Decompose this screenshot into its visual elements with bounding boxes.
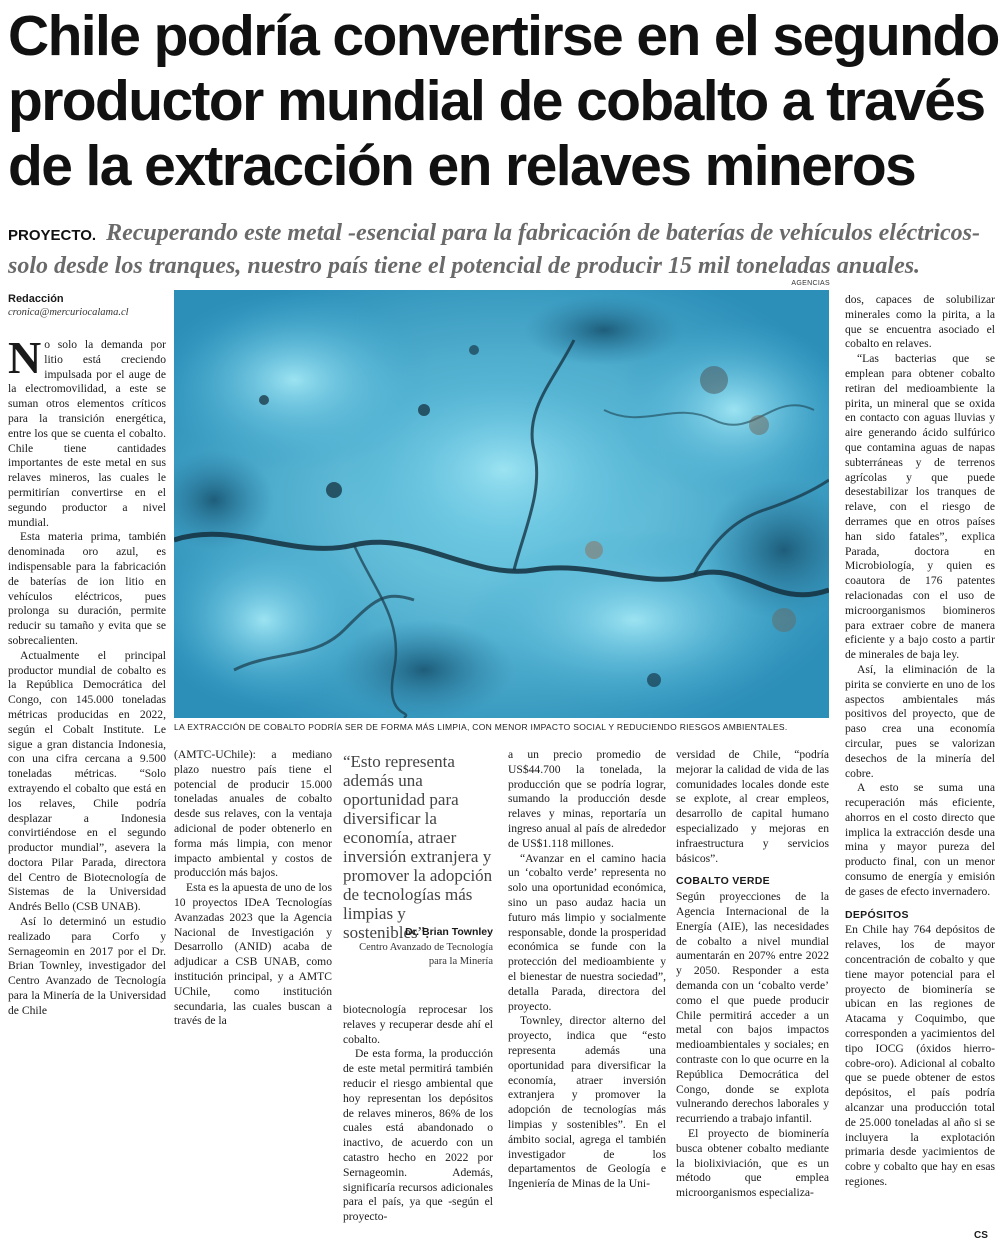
byline-author: Redacción bbox=[8, 293, 64, 305]
column-5-paragraph-2: Según proyecciones de la Agencia Internacional de la Energía (AIE), las necesidades de cobalto a nivel mundial aumentarán en 207% entre 2022 y 2050. Responder a esta demanda con un ‘cobalto verde’ como el que puede producir Chile permitirá acceder a un metal con bajos impactos medioambientales y sociales; en contraste con lo que ocurre en la República Democrática del Congo, donde se explota vulnerando derechos laborales y recurriendo a trabajo infantil. bbox=[676, 890, 829, 1126]
headline-line-1: Chile podría convertirse en el segundo bbox=[8, 4, 999, 68]
pull-quote-author: Dr. Brian Townley bbox=[405, 926, 493, 938]
column-3-paragraph-1: biotecnología reprocesar los relaves y recuperar desde ahí el cobalto. bbox=[343, 1003, 493, 1046]
photo-credit: AGENCIAS bbox=[791, 280, 830, 287]
column-6-paragraph-3: Así, la eliminación de la pirita se convierte en uno de los aspectos ambientales más positivos del proyecto, que de paso crea una economía circular, pues se valorizan desechos de la minería del cobre. bbox=[845, 662, 995, 780]
article-column-4 bbox=[508, 748, 666, 1192]
photo-caption: LA EXTRACCIÓN DE COBALTO PODRÍA SER DE FORMA MÁS LIMPIA, CON MENOR IMPACTO SOCIAL Y REDUCIENDO RIESGOS AMBIENTALES. bbox=[174, 722, 788, 732]
article-column-1 bbox=[8, 332, 166, 1019]
headline bbox=[8, 4, 999, 199]
lead-paragraph bbox=[8, 218, 994, 282]
column-5-paragraph-3: El proyecto de biominería busca obtener cobalto mediante la biolixiviación, que es un método que emplea microorganismos especializa- bbox=[676, 1126, 829, 1200]
column-4-paragraph-2: “Avanzar en el camino hacia un ‘cobalto verde’ representa no solo una oportunidad económica, sino un paso audaz hacia un futuro más limpio y socialmente responsable, donde la prosperidad económica se funde con la protección del medioambiente y el bienestar de nuestra sociedad”, detalla Parada, directora del proyecto. bbox=[508, 851, 666, 1013]
column-1-paragraph-4: Así lo determinó un estudio realizado para Corfo y Sernageomin en 2017 por el Dr. Brian Townley, investigador del Centro Avanzado de Tecnología para la Minería de la Universidad de Chile bbox=[8, 915, 166, 1017]
column-2-paragraph-1: (AMTC-UChile): a mediano plazo nuestro país tiene el potencial de producir 15.000 toneladas anuales de cobalto desde sus relaves, con la ventaja adicional de poder obtenerlo en forma más limpia, con menor impacto ambiental y costos de producción más bajos. bbox=[174, 748, 332, 880]
end-mark: CS bbox=[974, 1230, 988, 1241]
column-6-paragraph-1: dos, capaces de solubilizar minerales como la pirita, a la que se encuentra asociado el cobalto en relaves. bbox=[845, 293, 995, 351]
lead-text: Recuperando este metal -esencial para la fabricación de baterías de vehículos eléctricos- solo desde los tranques, nuestro país tiene el potencial de producir 15 mil toneladas anuales. bbox=[8, 220, 980, 279]
column-4-paragraph-1: a un precio promedio de US$44.700 la tonelada, la producción que se podría lograr, sumando la producción desde relaves y minas, reportaría un ingreso anual al país de alrededor de US$1.118 millones. bbox=[508, 748, 666, 850]
article-column-2 bbox=[174, 748, 332, 1029]
column-6-paragraph-4: A esto se suma una recuperación más eficiente, ahorros en el costo directo que implica la extracción desde una mina y mayor pureza del producto final, con un menor consumo de energía y emisión de gases de efecto invernadero. bbox=[845, 781, 995, 898]
column-5-paragraph-1: versidad de Chile, “podría mejorar la calidad de vida de las comunidades locales donde este se explote, al crear empleos, desarrollo de capital humano especializado y mejoras en infraestructura y servicios básicos”. bbox=[676, 748, 829, 865]
column-1-paragraph-1 bbox=[8, 332, 166, 530]
column-6-paragraph-5: En Chile hay 764 depósitos de relaves, los de mayor concentración de cobalto y que tiene mayor potencial para el proyecto de biominería se ubican en las regiones de Atacama y Coquimbo, que corresponden a yacimientos del tipo IOCG (óxidos hierro-cobre-oro). Adicional al cobalto que se puede obtener de estos depósitos, el país podría alcanzar una producción total de 25.000 toneladas al año si se incluyera la explotación primaria desde yacimientos de cobre y cobalto que hay en esas regiones. bbox=[845, 923, 995, 1189]
column-1-paragraph-2: Esta materia prima, también denominada oro azul, es indispensable para la fabricación de baterías de ion litio en vehículos eléctricos, pues prolonga su duración, permite reducir su tamaño y evita que se sobrecalienten. bbox=[8, 530, 166, 647]
column-3-paragraph-2: De esta forma, la producción de este metal permitirá también reducir el riesgo ambiental que hoy representan los depósitos de relaves mineros, 86% de los cuales está abandonado o inactivo, de acuerdo con un catastro hecho en 2022 por Sernageomin. Además, significaría recursos adicionales para el país, ya que -según el proyecto- bbox=[343, 1047, 493, 1224]
column-4-paragraph-3: Townley, director alterno del proyecto, indica que “esto representa además una oportunidad para diversificar la economía, atraer inversión extranjera y promover la adopción de tecnologías más limpias y sostenibles”. En el ámbito social, agrega el también investigador de los departamentos de Geología e Ingeniería de Minas de la Uni- bbox=[508, 1014, 666, 1191]
subheading-cobalto-verde: COBALTO VERDE bbox=[676, 875, 770, 888]
article-column-6 bbox=[845, 293, 995, 1190]
cobalt-texture-image bbox=[174, 290, 829, 718]
headline-line-3: de la extracción en relaves mineros bbox=[8, 134, 916, 198]
column-6-paragraph-2: “Las bacterias que se emplean para obtener cobalto retiran del medioambiente la pirita, un mineral que se oxida en contacto con aguas lluvias y aire generando ácido sulfúrico que contamina aguas de napas subterráneas y de terrenos agrícolas y que puede desestabilizar los tranques de relave, con el riesgo de derrames que en otros países han sido fatales”, explica Parada, doctora en Microbiología, y quien es coautora de 176 patentes relacionadas con el uso de microorganismos biomineros para extraer cobre de manera eficiente y a bajo costo a partir de minerales de baja ley. bbox=[845, 352, 995, 662]
drop-cap: N bbox=[8, 332, 42, 383]
pull-quote: “Esto representa además una oportunidad para diversificar la economía, atraer inversión extranjera y promover la adopción de tecnologías más limpias y sostenibles”. bbox=[343, 752, 493, 942]
cobalt-photo bbox=[174, 290, 829, 718]
column-2-paragraph-2: Esta es la apuesta de uno de los 10 proyectos IDeA Tecnologías Avanzadas 2023 que la Agencia Nacional de Investigación y Desarrollo (ANID) acaba de adjudicar a CSB UNAB, como institución principal, y a AMTC UChile, como institución secundaria, las cuales buscan a través de la bbox=[174, 881, 332, 1028]
pull-quote-role: Centro Avanzado de Tecnología para la Minería bbox=[359, 942, 493, 967]
column-1-paragraph-1-text: o solo la demanda por litio está creciendo impulsada por el auge de la electromovilidad, a este se suman otros elementos críticos para la transición energética, entre los que se cuenta el cobalto. Chile tiene cantidades importantes de este metal en sus relaves mineros, las cuales le permitirían convertirse en el segundo productor a nivel mundial. bbox=[8, 338, 166, 529]
article-column-3 bbox=[343, 1003, 493, 1225]
column-1-paragraph-3: Actualmente el principal productor mundial de cobalto es la República Democrática del Congo, con 145.000 toneladas métricas producidas en 2022, según el Cobalt Institute. Le sigue a gran distancia Indonesia, con una cifra cercana a 9.500 toneladas métricas. “Solo extrayendo el cobalto que está en los relaves, Chile podría desplazar a Indonesia convirtiéndose en el segundo productor mundial”, asevera la doctora Pilar Parada, directora del Centro de Biotecnología de Sistemas de la Universidad Andrés Bello (CSB UNAB). bbox=[8, 648, 166, 914]
headline-line-2: productor mundial de cobalto a través bbox=[8, 69, 985, 133]
article-column-5 bbox=[676, 748, 829, 1201]
lead-tag: PROYECTO. bbox=[8, 227, 97, 244]
subheading-depositos: DEPÓSITOS bbox=[845, 908, 909, 921]
byline-email[interactable]: cronica@mercuriocalama.cl bbox=[8, 307, 129, 318]
